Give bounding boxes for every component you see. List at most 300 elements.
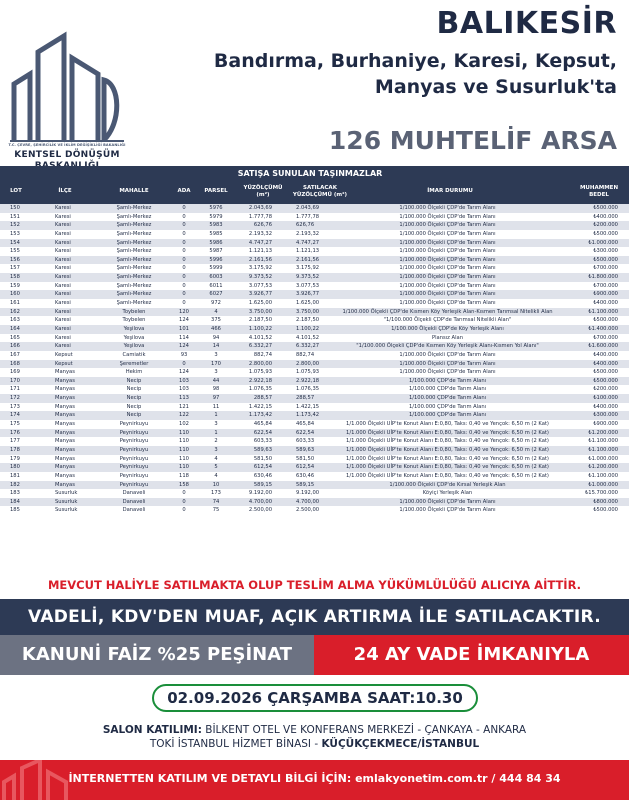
lot-cell: 178 xyxy=(10,446,20,453)
ilce-cell: Karesi xyxy=(55,213,71,220)
yuzolcumu-cell: 6.332,27 xyxy=(248,343,272,350)
satilacak-cell: 1.625,00 xyxy=(296,300,320,307)
ilce-cell: Manyas xyxy=(55,403,75,410)
mahalle-cell: Şamlı-Merkez xyxy=(116,248,152,255)
table-row xyxy=(0,481,629,490)
satilacak-cell: 612,54 xyxy=(296,464,315,471)
ilce-cell: Manyas xyxy=(55,369,75,376)
table-row xyxy=(0,403,629,412)
lot-cell: 153 xyxy=(10,230,20,237)
table-row xyxy=(0,506,629,515)
imar-cell: 1/100.000 Ölçekli ÇDP'de Tarım Alanı xyxy=(399,360,496,367)
lot-cell: 173 xyxy=(10,403,20,410)
ilce-cell: Manyas xyxy=(55,412,75,419)
yuzolcumu-cell: 603,33 xyxy=(253,438,272,445)
header-ilce: İLÇE xyxy=(58,188,72,194)
yuzolcumu-cell: 1.076,35 xyxy=(248,386,272,393)
bedel-cell: ₺500.000 xyxy=(593,230,618,237)
satilacak-cell: 2.922,18 xyxy=(296,377,320,384)
table-row xyxy=(0,239,629,248)
bedel-cell: ₺1.100.000 xyxy=(588,446,618,453)
bedel-cell: ₺500.000 xyxy=(593,377,618,384)
lot-cell: 170 xyxy=(10,377,20,384)
lot-cell: 159 xyxy=(10,282,20,289)
imar-cell: 1/1.000 Ölçekli UİP'te Konut Alanı E:0,80, Taks: 0,40 ve Yençok: 6,50 m (2 Kat) xyxy=(346,438,549,445)
ilce-cell: Karesi xyxy=(55,265,71,272)
mahalle-cell: Peynirkuyu xyxy=(119,446,149,453)
satilacak-cell: 603,33 xyxy=(296,438,315,445)
satilacak-cell: 1.422,15 xyxy=(296,403,320,410)
auction-date: 02.09.2026 ÇARŞAMBA SAAT:10.30 xyxy=(152,684,478,712)
lot-cell: 175 xyxy=(10,421,20,428)
ilce-cell: Karesi xyxy=(55,334,71,341)
parsel-cell: 6011 xyxy=(209,282,223,289)
satilacak-cell: 882,74 xyxy=(296,351,315,358)
mahalle-cell: Peynirkuyu xyxy=(119,421,149,428)
lot-cell: 156 xyxy=(10,256,20,263)
yuzolcumu-cell: 4.747,27 xyxy=(248,239,272,246)
lot-cell: 169 xyxy=(10,369,20,376)
logo-ministry-text: T.C. ÇEVRE, ŞEHİRCİLİK VE İKLİM DEĞİŞİKLİĞİ BAKANLIĞI xyxy=(8,143,126,147)
districts-line2: Manyas ve Susurluk'ta xyxy=(374,76,617,98)
table-row xyxy=(0,308,629,317)
yuzolcumu-cell: 2.043,69 xyxy=(248,205,272,211)
bedel-cell: ₺800.000 xyxy=(593,498,618,505)
yuzolcumu-cell: 1.100,22 xyxy=(248,325,272,332)
ada-cell: 0 xyxy=(182,265,186,272)
bedel-cell: ₺200.000 xyxy=(593,386,618,393)
imar-cell: 1/100.000 Ölçekli ÇDP'de Tarım Alanı xyxy=(399,351,496,358)
yuzolcumu-cell: 612,54 xyxy=(253,464,272,471)
imar-cell: 1/100.000 ÇDP'de Tarım Alanı xyxy=(408,395,487,402)
table-row xyxy=(0,437,629,446)
satilacak-cell: 589,63 xyxy=(296,446,315,453)
lot-cell: 174 xyxy=(10,412,20,419)
bedel-cell: ₺1.100.000 xyxy=(588,438,618,445)
parsel-cell: 98 xyxy=(212,386,220,393)
ilce-cell: Susurluk xyxy=(55,490,78,497)
ada-cell: 110 xyxy=(179,464,189,471)
logo-title-line1: KENTSEL DÖNÜŞÜM xyxy=(14,150,120,160)
imar-cell: 1/100.000 ÇDP'de Tarım Alanı xyxy=(408,403,487,410)
header xyxy=(0,0,629,170)
ada-cell: 0 xyxy=(182,213,186,220)
bedel-cell: ₺500.000 xyxy=(593,205,618,211)
yuzolcumu-cell: 288,57 xyxy=(253,395,272,402)
ilce-cell: Karesi xyxy=(55,205,71,211)
imar-cell: 1/100.000 Ölçekli ÇDP'de Kısmen Köy Yerleşik Alan-Kısmen Tarımsal Nitelikli Alan xyxy=(342,308,553,315)
yuzolcumu-cell: 589,15 xyxy=(253,481,272,488)
satilacak-cell: 2.800,00 xyxy=(296,360,320,367)
table-row xyxy=(0,489,629,498)
ada-cell: 110 xyxy=(179,438,189,445)
table-row xyxy=(0,282,629,291)
satilacak-cell: 3.077,53 xyxy=(296,282,320,289)
parsel-cell: 2 xyxy=(214,438,218,445)
ada-cell: 103 xyxy=(179,377,189,384)
imar-cell: 1/100.000 Ölçekli ÇDP'de Tarım Alanı xyxy=(399,369,496,376)
ilce-cell: Karesi xyxy=(55,325,71,332)
ada-cell: 0 xyxy=(182,239,186,246)
bedel-cell: ₺900.000 xyxy=(593,291,618,298)
mahalle-cell: Şamlı-Merkez xyxy=(116,300,152,307)
imar-cell: 1/100.000 Ölçekli ÇDP'de Tarım Alanı xyxy=(399,230,496,237)
header-satilacak: SATILACAK YÜZÖLÇÜMÜ (m²) xyxy=(292,184,348,198)
yuzolcumu-cell: 1.173,42 xyxy=(248,412,272,419)
satilacak-cell: 2.043,69 xyxy=(296,205,320,211)
imar-cell: 1/100.000 Ölçekli ÇDP'de Tarım Alanı xyxy=(399,300,496,307)
mahalle-cell: Necip xyxy=(126,412,142,419)
ilce-cell: Karesi xyxy=(55,248,71,255)
imar-cell: 1/100.000 Ölçekli ÇDP'de Tarım Alanı xyxy=(399,291,496,298)
satilacak-cell: 3.926,77 xyxy=(296,291,320,298)
imar-cell: 1/100.000 Ölçekli ÇDP'de Kırsal Yerleşik Alan xyxy=(389,481,506,488)
mahalle-cell: Toybelen xyxy=(122,308,146,315)
imar-cell: 1/1.000 Ölçekli UİP'te Konut Alanı E:0,80, Taks: 0,40 ve Yençok: 6,50 m (2 Kat) xyxy=(346,429,549,436)
venue-label: SALON KATILIMI: xyxy=(102,724,202,736)
ada-cell: 124 xyxy=(179,317,189,324)
bedel-cell: ₺100.000 xyxy=(593,395,618,402)
table-row xyxy=(0,334,629,343)
bedel-cell: ₺300.000 xyxy=(593,412,618,419)
imar-cell: Plansız Alan xyxy=(431,334,463,341)
ilce-cell: Manyas xyxy=(55,386,75,393)
table-row xyxy=(0,230,629,239)
mahalle-cell: Necip xyxy=(126,386,142,393)
yuzolcumu-cell: 2.500,00 xyxy=(248,507,272,514)
yuzolcumu-cell: 9.373,52 xyxy=(248,274,272,281)
bedel-cell: ₺400.000 xyxy=(593,351,618,358)
table-row xyxy=(0,290,629,299)
yuzolcumu-cell: 581,50 xyxy=(253,455,272,462)
yuzolcumu-cell: 1.075,93 xyxy=(248,369,272,376)
parsel-cell: 3 xyxy=(214,369,218,376)
parsel-cell: 972 xyxy=(211,300,221,307)
mahalle-cell: Şeremetler xyxy=(119,360,149,367)
ada-cell: 118 xyxy=(179,472,189,479)
ada-cell: 0 xyxy=(182,222,186,229)
table-row xyxy=(0,299,629,308)
mahalle-cell: Danaveli xyxy=(122,490,146,497)
bedel-cell: ₺500.000 xyxy=(593,256,618,263)
mahalle-cell: Camiatik xyxy=(122,351,146,358)
table-body xyxy=(0,204,629,515)
districts-line1: Bandırma, Burhaniye, Karesi, Kepsut, xyxy=(213,50,617,72)
parsel-cell: 11 xyxy=(212,403,220,410)
lot-cell: 150 xyxy=(10,205,20,211)
mahalle-cell: Peynirkuyu xyxy=(119,481,149,488)
ilce-cell: Karesi xyxy=(55,282,71,289)
lot-cell: 171 xyxy=(10,386,20,393)
bedel-cell: ₺500.000 xyxy=(593,369,618,376)
logo xyxy=(8,22,126,162)
bedel-cell: ₺400.000 xyxy=(593,213,618,220)
yuzolcumu-cell: 2.800,00 xyxy=(248,360,272,367)
mahalle-cell: Şamlı-Merkez xyxy=(116,222,152,229)
lot-cell: 160 xyxy=(10,291,20,298)
mahalle-cell: Necip xyxy=(126,403,142,410)
ilce-cell: Susurluk xyxy=(55,507,78,514)
ada-cell: 158 xyxy=(179,481,189,488)
yuzolcumu-cell: 626,76 xyxy=(253,222,272,229)
ilce-cell: Karesi xyxy=(55,256,71,263)
header-yuzolcumu: YÜZÖLÇÜMÜ (m²) xyxy=(243,184,283,198)
ada-cell: 0 xyxy=(182,360,186,367)
yuzolcumu-cell: 1.625,00 xyxy=(248,300,272,307)
bedel-cell: ₺300.000 xyxy=(593,248,618,255)
lot-cell: 158 xyxy=(10,274,20,281)
sale-terms-banner: VADELİ, KDV'DEN MUAF, AÇIK ARTIRMA İLE SATILACAKTIR. xyxy=(0,599,629,635)
yuzolcumu-cell: 4.700,00 xyxy=(248,498,272,505)
imar-cell: 1/100.000 Ölçekli ÇDP'de Tarım Alanı xyxy=(399,248,496,255)
bedel-cell: ₺1.000.000 xyxy=(588,239,618,246)
mahalle-cell: Yeşilova xyxy=(123,343,145,350)
table-row xyxy=(0,204,629,213)
satilacak-cell: 589,15 xyxy=(296,481,315,488)
satilacak-cell: 2.500,00 xyxy=(296,507,320,514)
lot-cell: 157 xyxy=(10,265,20,272)
ada-cell: 122 xyxy=(179,412,189,419)
imar-cell: 1/100.000 Ölçekli ÇDP'de Tarım Alanı xyxy=(399,205,496,211)
ada-cell: 113 xyxy=(179,395,189,402)
bedel-cell: ₺200.000 xyxy=(593,222,618,229)
parsel-cell: 3 xyxy=(214,421,218,428)
interest-banner: KANUNİ FAİZ %25 PEŞİNAT xyxy=(0,635,314,675)
imar-cell: 1/100.000 Ölçekli ÇDP'de Tarım Alanı xyxy=(399,498,496,505)
ada-cell: 0 xyxy=(182,230,186,237)
ilce-cell: Karesi xyxy=(55,343,71,350)
imar-cell: 1/1.000 Ölçekli UİP'te Konut Alanı E:0,80, Taks: 0,40 ve Yençok: 6,50 m (2 Kat) xyxy=(346,421,549,428)
imar-cell: "1/100.000 Ölçekli ÇDP'de Kısmen Köy Yerleşik Alanı-Kısmen Yol Alanı" xyxy=(356,343,539,350)
header-lot: LOT xyxy=(10,188,22,194)
parsel-cell: 375 xyxy=(211,317,221,324)
ilce-cell: Karesi xyxy=(55,230,71,237)
ilce-cell: Karesi xyxy=(55,317,71,324)
lot-cell: 154 xyxy=(10,239,20,246)
lot-cell: 177 xyxy=(10,438,20,445)
ilce-cell: Manyas xyxy=(55,472,75,479)
ilce-cell: Karesi xyxy=(55,274,71,281)
lot-cell: 182 xyxy=(10,481,20,488)
venue-line2 xyxy=(0,738,629,750)
satilacak-cell: 1.100,22 xyxy=(296,325,320,332)
mahalle-cell: Necip xyxy=(126,395,142,402)
ilce-cell: Manyas xyxy=(55,446,75,453)
mahalle-cell: Toybelen xyxy=(122,317,146,324)
table-title: SATIŞA SUNULAN TAŞINMAZLAR xyxy=(195,167,425,181)
table-row xyxy=(0,221,629,230)
table-row xyxy=(0,463,629,472)
yuzolcumu-cell: 589,63 xyxy=(253,446,272,453)
bedel-cell: ₺400.000 xyxy=(593,300,618,307)
parsel-cell: 6027 xyxy=(209,291,223,298)
header-mahalle: MAHALLE xyxy=(119,188,149,194)
table-row xyxy=(0,446,629,455)
yuzolcumu-cell: 2.193,32 xyxy=(248,230,272,237)
parsel-cell: 5986 xyxy=(209,239,223,246)
parsel-cell: 94 xyxy=(212,334,220,341)
yuzolcumu-cell: 882,74 xyxy=(253,351,272,358)
ada-cell: 114 xyxy=(179,334,189,341)
lot-cell: 172 xyxy=(10,395,20,402)
ada-cell: 0 xyxy=(182,291,186,298)
lot-cell: 166 xyxy=(10,343,20,350)
ada-cell: 110 xyxy=(179,455,189,462)
bedel-cell: ₺1.100.000 xyxy=(588,308,618,315)
bedel-cell: ₺15.700.000 xyxy=(584,490,618,497)
header-bedel: MUHAMMEN BEDEL xyxy=(579,184,619,198)
satilacak-cell: 1.777,78 xyxy=(296,213,320,220)
parsel-cell: 75 xyxy=(212,507,220,514)
parsel-cell: 44 xyxy=(212,377,220,384)
ilce-cell: Kepsut xyxy=(55,351,73,358)
parsel-cell: 5999 xyxy=(209,265,223,272)
ada-cell: 124 xyxy=(179,369,189,376)
bedel-cell: ₺900.000 xyxy=(593,421,618,428)
satilacak-cell: 288,57 xyxy=(296,395,315,402)
venue-istanbul: TOKİ İSTANBUL HİZMET BİNASI - xyxy=(149,738,322,750)
imar-cell: Köyiçi Yerleşik Alan xyxy=(422,490,473,497)
mahalle-cell: Peynirkuyu xyxy=(119,429,149,436)
parsel-cell: 170 xyxy=(211,360,221,367)
yuzolcumu-cell: 465,84 xyxy=(253,421,272,428)
ada-cell: 0 xyxy=(182,300,186,307)
lot-cell: 152 xyxy=(10,222,20,229)
satilacak-cell: 3.175,92 xyxy=(296,265,320,272)
imar-cell: 1/100.000 Ölçekli ÇDP'de Tarım Alanı xyxy=(399,265,496,272)
ilce-cell: Karesi xyxy=(55,300,71,307)
satilacak-cell: 4.700,00 xyxy=(296,498,320,505)
imar-cell: 1/100.000 ÇDP'de Tarım Alanı xyxy=(408,412,487,419)
bedel-cell: ₺1.000.000 xyxy=(588,455,618,462)
imar-cell: 1/100.000 Ölçekli ÇDP'de Tarım Alanı xyxy=(399,213,496,220)
ada-cell: 0 xyxy=(182,274,186,281)
bedel-cell: ₺1.000.000 xyxy=(588,481,618,488)
table-row xyxy=(0,264,629,273)
imar-cell: 1/100.000 Ölçekli ÇDP'de Tarım Alanı xyxy=(399,282,496,289)
table-row xyxy=(0,385,629,394)
imar-cell: 1/100.000 ÇDP'de Tarım Alanı xyxy=(408,386,487,393)
mahalle-cell: Yeşilova xyxy=(123,325,145,332)
imar-cell: 1/100.000 Ölçekli ÇDP'de Köy Yerleşik Alanı xyxy=(391,325,504,332)
mahalle-cell: Yeşilova xyxy=(123,334,145,341)
yuzolcumu-cell: 630,46 xyxy=(253,472,272,479)
table-row xyxy=(0,360,629,369)
yuzolcumu-cell: 3.926,77 xyxy=(248,291,272,298)
satilacak-cell: 9.373,52 xyxy=(296,274,320,281)
table-row xyxy=(0,394,629,403)
yuzolcumu-cell: 1.121,13 xyxy=(248,248,272,255)
installment-banner: 24 AY VADE İMKANIYLA xyxy=(314,635,629,675)
mahalle-cell: Şamlı-Merkez xyxy=(116,291,152,298)
lot-cell: 155 xyxy=(10,248,20,255)
yuzolcumu-cell: 2.922,18 xyxy=(248,377,272,384)
imar-cell: 1/100.000 Ölçekli ÇDP'de Tarım Alanı xyxy=(399,274,496,281)
ilce-cell: Manyas xyxy=(55,421,75,428)
satilacak-cell: 2.161,56 xyxy=(296,256,320,263)
parsel-cell: 3 xyxy=(214,446,218,453)
table-row xyxy=(0,273,629,282)
table-row xyxy=(0,351,629,360)
parsel-cell: 4 xyxy=(214,455,218,462)
parsel-cell: 3 xyxy=(214,351,218,358)
satilacak-cell: 1.076,35 xyxy=(296,386,320,393)
venue-line1 xyxy=(0,724,629,736)
ada-cell: 0 xyxy=(182,248,186,255)
parsel-cell: 14 xyxy=(212,343,220,350)
parsel-cell: 1 xyxy=(214,412,218,419)
ada-cell: 0 xyxy=(182,282,186,289)
table-row xyxy=(0,411,629,420)
yuzolcumu-cell: 2.161,56 xyxy=(248,256,272,263)
satilacak-cell: 622,54 xyxy=(296,429,315,436)
ada-cell: 0 xyxy=(182,256,186,263)
bedel-cell: ₺1.800.000 xyxy=(588,274,618,281)
header-ada: ADA xyxy=(177,188,191,194)
imar-cell: 1/1.000 Ölçekli UİP'te Konut Alanı E:0,80, Taks: 0,40 ve Yençok: 6,50 m (2 Kat) xyxy=(346,464,549,471)
yuzolcumu-cell: 3.175,92 xyxy=(248,265,272,272)
table-header xyxy=(0,179,629,204)
yuzolcumu-cell: 3.077,53 xyxy=(248,282,272,289)
yuzolcumu-cell: 622,54 xyxy=(253,429,272,436)
mahalle-cell: Şamlı-Merkez xyxy=(116,282,152,289)
parsel-cell: 6003 xyxy=(209,274,223,281)
imar-cell: 1/1.000 Ölçekli UİP'te Konut Alanı E:0,80, Taks: 0,40 ve Yençok: 6,50 m (2 Kat) xyxy=(346,472,549,479)
ada-cell: 110 xyxy=(179,429,189,436)
ada-cell: 102 xyxy=(179,421,189,428)
property-table xyxy=(0,166,629,515)
yuzolcumu-cell: 3.750,00 xyxy=(248,308,272,315)
parsel-cell: 5987 xyxy=(209,248,223,255)
bedel-cell: ₺700.000 xyxy=(593,334,618,341)
satilacak-cell: 4.747,27 xyxy=(296,239,320,246)
ada-cell: 0 xyxy=(182,507,186,514)
bedel-cell: ₺1.600.000 xyxy=(588,343,618,350)
parsel-cell: 466 xyxy=(211,325,221,332)
satilacak-cell: 581,50 xyxy=(296,455,315,462)
yuzolcumu-cell: 2.187,50 xyxy=(248,317,272,324)
table-row xyxy=(0,420,629,429)
yuzolcumu-cell: 9.192,00 xyxy=(248,490,272,497)
yuzolcumu-cell: 4.101,52 xyxy=(248,334,272,341)
lot-cell: 181 xyxy=(10,472,20,479)
table-row xyxy=(0,498,629,507)
imar-cell: 1/1.000 Ölçekli UİP'te Konut Alanı E:0,80, Taks: 0,40 ve Yençok: 6,50 m (2 Kat) xyxy=(346,446,549,453)
bedel-cell: ₺500.000 xyxy=(593,317,618,324)
satilacak-cell: 1.173,42 xyxy=(296,412,320,419)
mahalle-cell: Peynirkuyu xyxy=(119,438,149,445)
lot-cell: 183 xyxy=(10,490,20,497)
mahalle-cell: Şamlı-Merkez xyxy=(116,239,152,246)
ada-cell: 103 xyxy=(179,386,189,393)
ada-cell: 0 xyxy=(182,205,186,211)
ilce-cell: Manyas xyxy=(55,455,75,462)
lot-cell: 176 xyxy=(10,429,20,436)
imar-cell: 1/100.000 Ölçekli ÇDP'de Tarım Alanı xyxy=(399,507,496,514)
mahalle-cell: Şamlı-Merkez xyxy=(116,256,152,263)
imar-cell: 1/100.000 Ölçekli ÇDP'de Tarım Alanı xyxy=(399,239,496,246)
bedel-cell: ₺400.000 xyxy=(593,360,618,367)
table-row xyxy=(0,325,629,334)
venue-ankara: BİLKENT OTEL VE KONFERANS MERKEZİ - ÇANKAYA - ANKARA xyxy=(205,724,527,736)
lot-cell: 180 xyxy=(10,464,20,471)
table-row xyxy=(0,455,629,464)
ada-cell: 93 xyxy=(180,351,188,358)
bedel-cell: ₺1.200.000 xyxy=(588,464,618,471)
ilce-cell: Karesi xyxy=(55,308,71,315)
mahalle-cell: Şamlı-Merkez xyxy=(116,274,152,281)
parsel-cell: 5 xyxy=(214,464,218,471)
